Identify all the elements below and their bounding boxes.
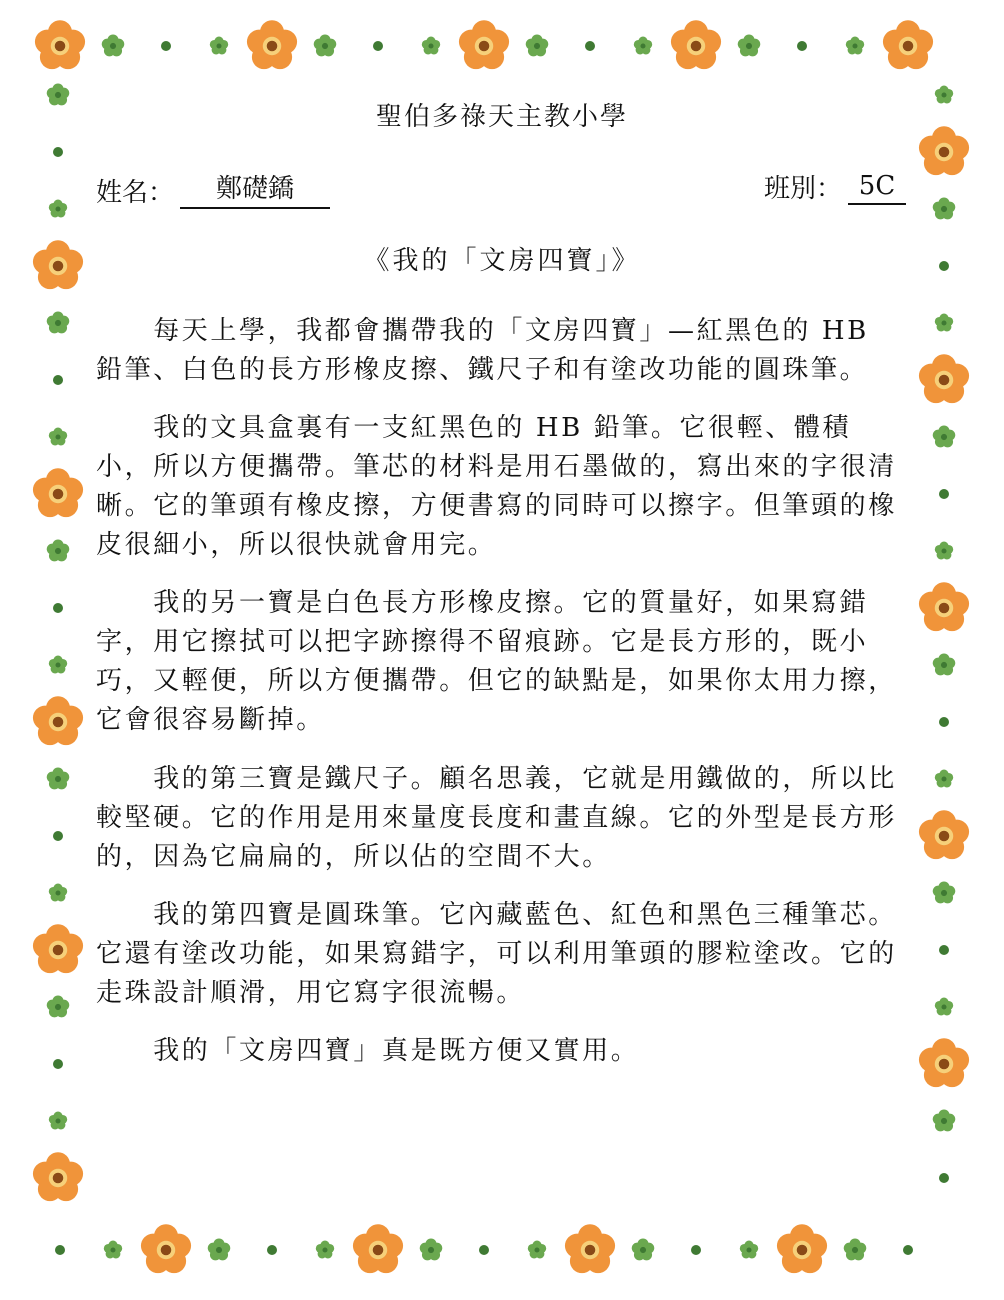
essay-body (96, 312, 908, 1090)
essay-paragraph: 我的第三寶是鐵尺子。顧名思義，它就是用鐵做的，所以比較堅硬。它的作用是用來量度長度和畫直線。它的外型是長方形的，因為它扁扁的，所以佔的空間不大。 (96, 764, 897, 872)
class-label: 班別： (763, 174, 842, 204)
student-class: 5C (848, 171, 906, 205)
essay-paragraph: 我的文具盒裏有一支紅黑色的 HB 鉛筆。它很輕、體積小，所以方便攜帶。筆芯的材料是用石墨做的，寫出來的字很清晰。它的筆頭有橡皮擦，方便書寫的同時可以擦字。但筆頭的橡皮很細小，所以很快就會用完。 (96, 413, 897, 560)
essay-paragraph: 我的「文房四寶」真是既方便又實用。 (153, 1036, 640, 1066)
essay-paragraph: 我的第四寶是圓珠筆。它內藏藍色、紅色和黑色三種筆芯。它還有塗改功能，如果寫錯字，可以利用筆頭的膠粒塗改。它的走珠設計順滑，用它寫字很流暢。 (96, 900, 897, 1008)
name-label: 姓名： (96, 178, 175, 208)
class-field (764, 168, 906, 205)
name-field (96, 168, 330, 209)
student-info-row (96, 168, 906, 208)
essay-paragraph: 我的另一寶是白色長方形橡皮擦。它的質量好，如果寫錯字，用它擦拭可以把字跡擦得不留痕跡。它是長方形的，既小巧，又輕便，所以方便攜帶。但它的缺點是，如果你太用力擦，它會很容易斷掉。 (96, 588, 897, 735)
school-name: 聖伯多祿天主教小學 (375, 102, 628, 132)
student-name: 鄭礎鐈 (180, 168, 330, 209)
essay-title: 《我的「文房四寶」》 (363, 246, 641, 276)
essay-paragraph: 每天上學，我都會攜帶我的「文房四寶」—紅黑色的 HB 鉛筆、白色的長方形橡皮擦、鐵尺子和有塗改功能的圓珠筆。 (96, 316, 869, 385)
